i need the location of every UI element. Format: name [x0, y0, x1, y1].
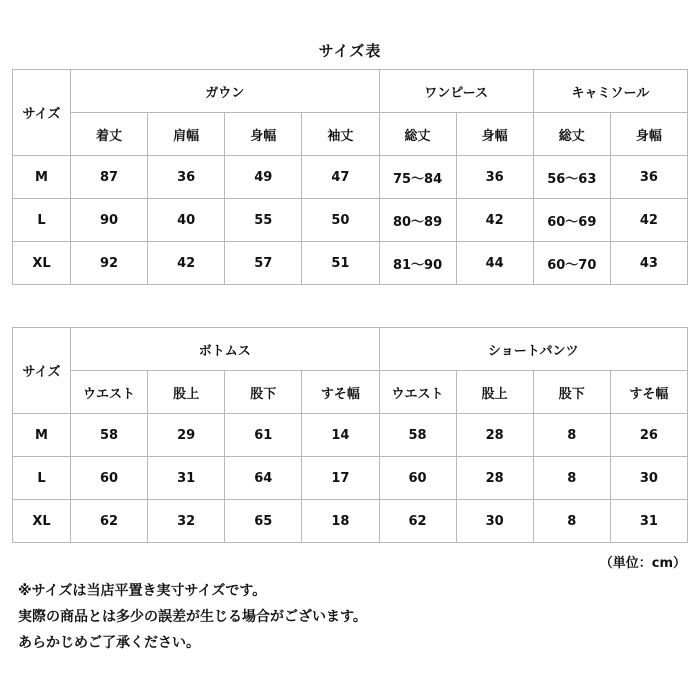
table-row [13, 500, 688, 543]
table-cell: 60 [71, 457, 148, 500]
group-header-bottoms: ボトムス [71, 328, 380, 371]
table-cell: 92 [71, 242, 148, 285]
table-cell: 75〜84 [379, 156, 456, 199]
size-label: M [13, 156, 71, 199]
note-line: 実際の商品とは多少の誤差が生じる場合がございます。 [18, 609, 367, 625]
table-cell: 8 [533, 500, 610, 543]
table-cell: 36 [148, 156, 225, 199]
table-cell: 61 [225, 414, 302, 457]
table-cell: 87 [71, 156, 148, 199]
table-cell: 28 [456, 414, 533, 457]
group-header-onepiece: ワンピース [379, 70, 533, 113]
column-header: ウエスト [379, 371, 456, 414]
table-cell: 60〜69 [533, 199, 610, 242]
table-cell: 51 [302, 242, 379, 285]
group-header-camisole: キャミソール [533, 70, 687, 113]
size-label: XL [13, 500, 71, 543]
table-cell: 29 [148, 414, 225, 457]
table-cell: 47 [302, 156, 379, 199]
column-header: 股上 [148, 371, 225, 414]
size-label: M [13, 414, 71, 457]
row-header-label: サイズ [13, 328, 71, 414]
row-header-label: サイズ [13, 70, 71, 156]
size-table-tops [12, 69, 688, 285]
column-header: すそ幅 [610, 371, 687, 414]
table-cell: 64 [225, 457, 302, 500]
table-cell: 60 [379, 457, 456, 500]
table-cell: 55 [225, 199, 302, 242]
table-cell: 31 [148, 457, 225, 500]
table-cell: 81〜90 [379, 242, 456, 285]
table-cell: 18 [302, 500, 379, 543]
table-cell: 49 [225, 156, 302, 199]
table-cell: 42 [456, 199, 533, 242]
table-cell: 58 [379, 414, 456, 457]
table-cell: 43 [610, 242, 687, 285]
table-cell: 30 [456, 500, 533, 543]
table-row [13, 457, 688, 500]
column-header: 股上 [456, 371, 533, 414]
note-line: ※サイズは当店平置き実寸サイズです。 [18, 583, 267, 599]
table-cell: 36 [610, 156, 687, 199]
table-cell: 8 [533, 414, 610, 457]
table-cell: 44 [456, 242, 533, 285]
table-cell: 90 [71, 199, 148, 242]
size-table-bottoms [12, 327, 688, 543]
column-header: 肩幅 [148, 113, 225, 156]
table-cell: 57 [225, 242, 302, 285]
size-label: L [13, 457, 71, 500]
page-title: サイズ表 [318, 42, 382, 60]
table-row [13, 156, 688, 199]
table-row [13, 242, 688, 285]
table-cell: 60〜70 [533, 242, 610, 285]
group-header-shortpants: ショートパンツ [379, 328, 688, 371]
column-header: 股下 [225, 371, 302, 414]
table-cell: 80〜89 [379, 199, 456, 242]
table-cell: 26 [610, 414, 687, 457]
table-cell: 65 [225, 500, 302, 543]
table-cell: 8 [533, 457, 610, 500]
table-cell: 40 [148, 199, 225, 242]
table-cell: 50 [302, 199, 379, 242]
table-row [13, 414, 688, 457]
table-cell: 14 [302, 414, 379, 457]
table-cell: 58 [71, 414, 148, 457]
table-cell: 62 [379, 500, 456, 543]
unit-note: （単位：cm） [599, 556, 686, 571]
table-cell: 32 [148, 500, 225, 543]
note-line: あらかじめご了承ください。 [18, 635, 200, 651]
table-cell: 42 [148, 242, 225, 285]
notes-block [18, 578, 367, 656]
column-header: 袖丈 [302, 113, 379, 156]
table-cell: 56〜63 [533, 156, 610, 199]
column-header: 着丈 [71, 113, 148, 156]
column-header: ウエスト [71, 371, 148, 414]
column-header: 股下 [533, 371, 610, 414]
table-cell: 36 [456, 156, 533, 199]
table-cell: 28 [456, 457, 533, 500]
column-header: 総丈 [533, 113, 610, 156]
group-header-gown: ガウン [71, 70, 380, 113]
table-cell: 42 [610, 199, 687, 242]
table-cell: 31 [610, 500, 687, 543]
column-header: 身幅 [456, 113, 533, 156]
size-label: XL [13, 242, 71, 285]
column-header: 身幅 [610, 113, 687, 156]
size-label: L [13, 199, 71, 242]
column-header: すそ幅 [302, 371, 379, 414]
table-cell: 30 [610, 457, 687, 500]
table-cell: 62 [71, 500, 148, 543]
column-header: 総丈 [379, 113, 456, 156]
table-cell: 17 [302, 457, 379, 500]
column-header: 身幅 [225, 113, 302, 156]
table-row [13, 199, 688, 242]
